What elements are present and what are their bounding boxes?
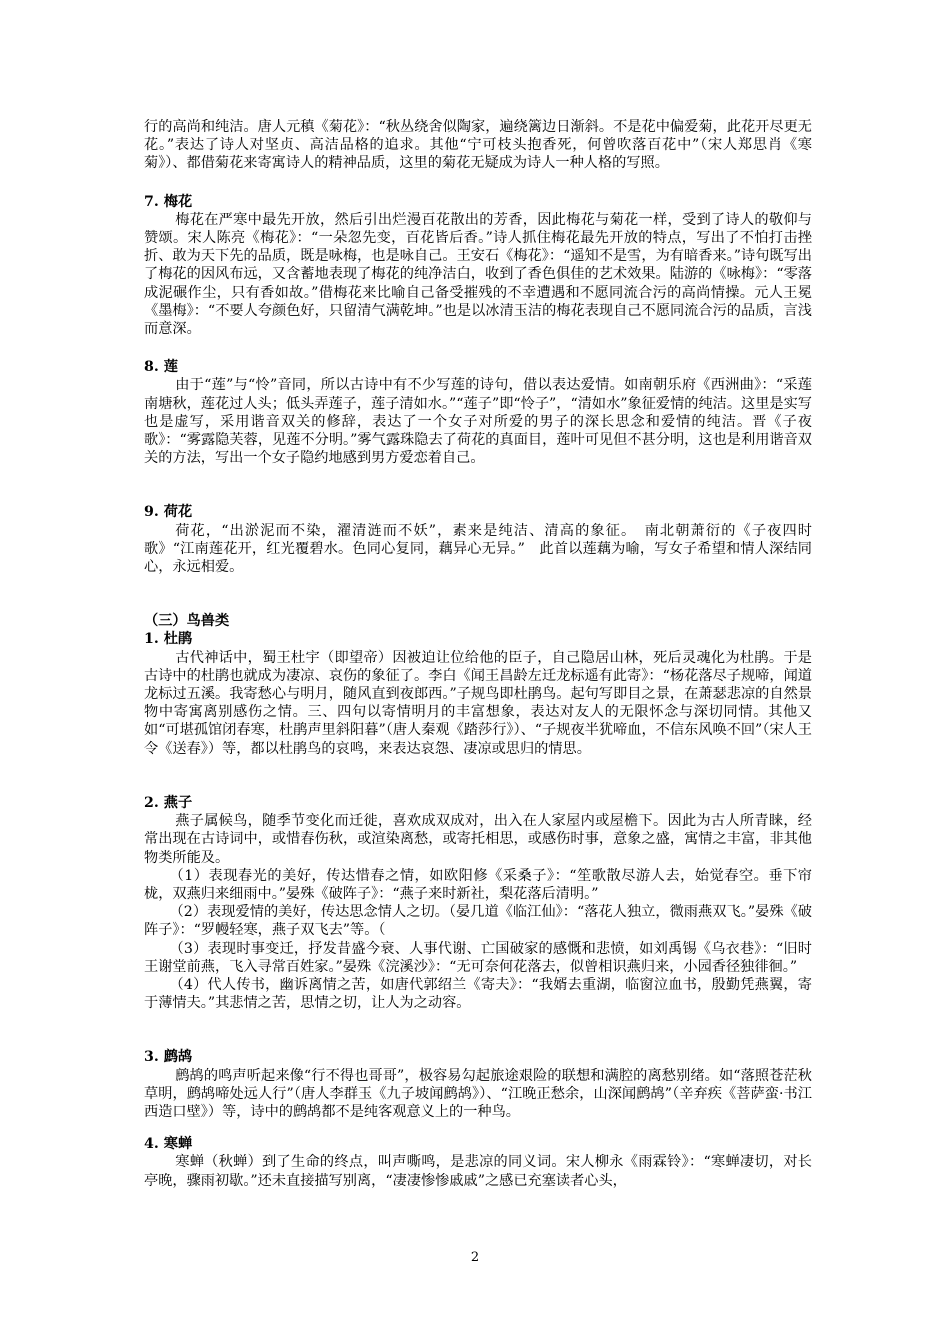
section-heading-lotus: 8. 莲 <box>144 359 178 376</box>
section-heading-swallow: 2. 燕子 <box>144 794 193 811</box>
section-text-lotus: 由于“莲”与“怜”音同，所以古诗中有不少写莲的诗句，借以表达爱情。如南朝乐府《西洲曲》：“采莲南塘秋，莲花过人头；低头弄莲子，莲子清如水。”“莲子”即“怜子”，“清如水”象征爱情的纯洁。这里是实写也是虚写，采用谐音双关的修辞，表达了一个女子对所爱的男子的深长思念和爱情的纯洁。晋《子夜歌》：“雾露隐芙蓉，见莲不分明。”雾气露珠隐去了荷花的真面目，莲叶可见但不甚分明，这也是利用谐音双关的方法，写出一个女子隐约地感到男方爱恋着自己。 <box>144 377 812 467</box>
section-heading-cuckoo: 1. 杜鹃 <box>144 631 193 648</box>
section-text-partridge: 鹧鸪的鸣声听起来像“行不得也哥哥”，极容易勾起旅途艰险的联想和满腔的离愁别绪。如“落照苍茫秋草明，鹧鸪啼处远人行”（唐人李群玉《九子坡闻鹧鸪》）、“江晚正愁余，山深闻鹧鸪”（辛弃疾《菩萨蛮·书江西造口壁》）等，诗中的鹧鸪都不是纯客观意义上的一种鸟。 <box>144 1067 812 1120</box>
section-text-plum: 梅花在严寒中最先开放，然后引出烂漫百花散出的芳香，因此梅花与菊花一样，受到了诗人的敬仰与赞颂。宋人陈亮《梅花》：“一朵忽先变，百花皆后香。”诗人抓住梅花最先开放的特点，写出了不怕打击挫折、敢为天下先的品质，既是咏梅，也是咏自己。王安石《梅花》：“遥知不是雪，为有暗香来。”诗句既写出了梅花的因风布远，又含蓄地表现了梅花的纯净洁白，收到了香色俱佳的艺术效果。陆游的《咏梅》：“零落成泥碾作尘，只有香如故。”借梅花来比喻自己备受摧残的不幸遭遇和不愿同流合污的高尚情操。元人王冕《墨梅》：“不要人夸颜色好，只留清气满乾坤。”也是以冰清玉洁的梅花表现自己不愿同流合污的品质，言浅而意深。 <box>144 211 812 338</box>
section-text-swallow: 燕子属候鸟，随季节变化而迁徙，喜欢成双成对，出入在人家屋内或屋檐下。因此为古人所青睐，经常出现在古诗词中，或惜春伤秋，或渲染离愁，或寄托相思，或感伤时事，意象之盛，寓情之丰富，非其他物类所能及。 <box>144 813 812 866</box>
section-heading-hehua: 9. 荷花 <box>144 504 193 521</box>
page-number: 2 <box>470 1250 480 1265</box>
category-heading-birds: （三）鸟兽类 <box>144 613 230 630</box>
swallow-item: （4）代人传书，幽诉离情之苦，如唐代郭绍兰《寄夫》：“我婿去重湖，临窗泣血书，殷勤凭燕翼，寄于薄情夫。”其悲情之苦，思情之切，让人为之动容。 <box>144 976 812 1012</box>
section-text-cuckoo: 古代神话中，蜀王杜宇（即望帝）因被迫让位给他的臣子，自己隐居山林，死后灵魂化为杜鹃。于是古诗中的杜鹃也就成为凄凉、哀伤的象征了。李白《闻王昌龄左迁龙标遥有此寄》：“杨花落尽子规啼，闻道龙标过五溪。我寄愁心与明月，随风直到夜郎西。”子规鸟即杜鹃鸟。起句写即目之景，在萧瑟悲凉的自然景物中寄寓离别感伤之情。三、四句以寄情明月的丰富想象，表达对友人的无限怀念与深切同情。其他又如“可堪孤馆闭春寒，杜鹃声里斜阳暮”（唐人秦观《踏莎行》）、“子规夜半犹啼血，不信东风唤不回”（宋人王令《送春》）等，都以杜鹃鸟的哀鸣，来表达哀怨、凄凉或思归的情思。 <box>144 649 812 757</box>
section-heading-plum: 7. 梅花 <box>144 193 193 210</box>
swallow-item: （3）表现时事变迁，抒发昔盛今衰、人事代谢、亡国破家的感慨和悲愤，如刘禹锡《乌衣巷》：“旧时王谢堂前燕，飞入寻常百姓家。”晏殊《浣溪沙》：“无可奈何花落去，似曾相识燕归来，小园香径独徘徊。” <box>144 940 812 975</box>
intro-paragraph: 行的高尚和纯洁。唐人元稹《菊花》：“秋丛绕舍似陶家，遍绕篱边日渐斜。不是花中偏爱菊，此花开尽更无花。”表达了诗人对坚贞、高洁品格的追求。其他“宁可枝头抱香死，何曾吹落百花中”（宋人郑思肖《寒菊》）、都借菊花来寄寓诗人的精神品质，这里的菊花无疑成为诗人一种人格的写照。 <box>144 119 812 172</box>
swallow-item: （1）表现春光的美好，传达惜春之情，如欧阳修《采桑子》：“笙歌散尽游人去，始觉春空。垂下帘栊，双燕归来细雨中。”晏殊《破阵子》：“燕子来时新社，梨花落后清明。” <box>144 867 812 902</box>
swallow-item: （2）表现爱情的美好，传达思念情人之切。（晏几道《临江仙》：“落花人独立，微雨燕双飞。”晏殊《破阵子》：“罗幔轻寒，燕子双飞去”等。（ <box>144 904 812 939</box>
section-text-hehua: 荷花，“出淤泥而不染，濯清涟而不妖”，素来是纯洁、清高的象征。 南北朝萧衍的《子夜四时歌》“江南莲花开，红光覆碧水。色同心复同，藕异心无异。” 此首以莲藕为喻，写女子希望和情人深结同心，永远相爱。 <box>144 522 812 576</box>
section-heading-cicada: 4. 寒蝉 <box>144 1136 193 1153</box>
section-text-cicada: 寒蝉（秋蝉）到了生命的终点，叫声嘶鸣，是悲凉的同义词。宋人柳永《雨霖铃》：“寒蝉凄切，对长亭晚，骤雨初歇。”还未直接描写别离，“凄凄惨惨戚戚”之感已充塞读者心头， <box>144 1154 812 1189</box>
section-heading-partridge: 3. 鹧鸪 <box>144 1049 193 1066</box>
